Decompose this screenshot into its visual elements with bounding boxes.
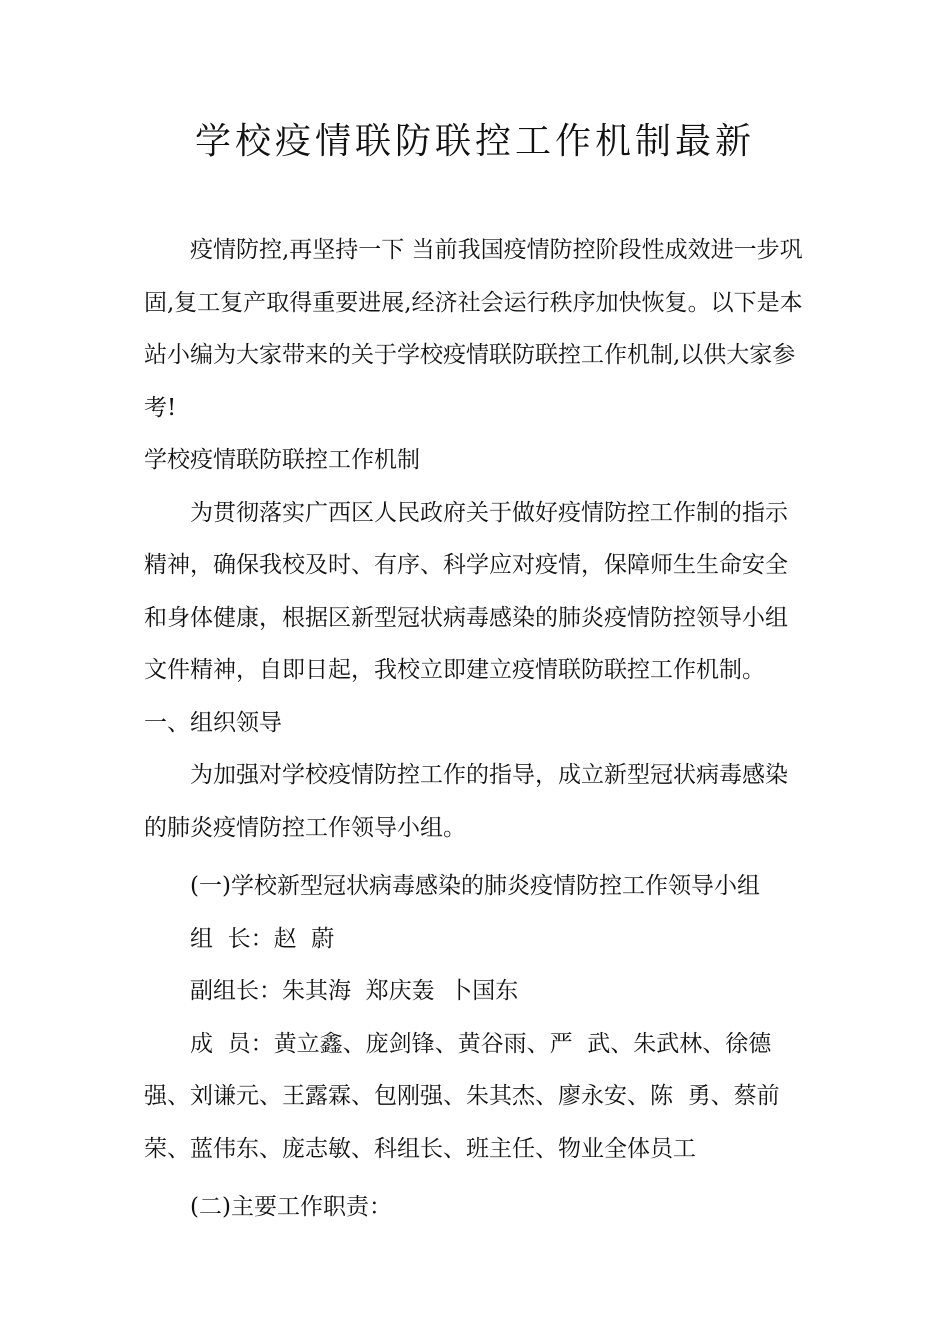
deputy-leader-line: 副组长：朱其海 郑庆轰 卜国东	[190, 978, 519, 1004]
document-title: 学校疫情联防联控工作机制最新	[194, 121, 755, 162]
leading-group-heading: (一)学校新型冠状病毒感染的肺炎疫情防控工作领导小组	[190, 873, 760, 899]
organization-heading: 一、组织领导	[144, 709, 282, 736]
intro-paragraph: 疫情防控,再坚持一下 当前我国疫情防控阶段性成效进一步巩固,复工复产取得重要进展,经济社会运行秩序加快恢复。以下是本站小编为大家带来的关于学校疫情联防联控工作机制,以供大家参考!	[144, 237, 803, 421]
guidance-paragraph: 为加强对学校疫情防控工作的指导，成立新型冠状病毒感染的肺炎疫情防控工作领导小组。	[144, 762, 788, 841]
group-leader-line: 组 长：赵 蔚	[190, 925, 335, 952]
purpose-paragraph: 为贯彻落实广西区人民政府关于做好疫情防控工作制的指示精神，确保我校及时、有序、科学应对疫情，保障师生生命安全和身体健康，根据区新型冠状病毒感染的肺炎疫情防控领导小组文件精神，自即日起，我校立即建立疫情联防联控工作机制。	[144, 499, 788, 683]
members-paragraph: 成 员：黄立鑫、庞剑锋、黄谷雨、严 武、朱武林、徐德强、刘谦元、王露霖、包刚强、朱其杰、廖永安、陈 勇、蔡前荣、蓝伟东、庞志敏、科组长、班主任、物业全体员工	[144, 1030, 780, 1162]
section-heading: 学校疫情联防联控工作机制	[144, 447, 420, 473]
duties-heading: (二)主要工作职责：	[190, 1194, 392, 1220]
document-body	[144, 224, 808, 1234]
